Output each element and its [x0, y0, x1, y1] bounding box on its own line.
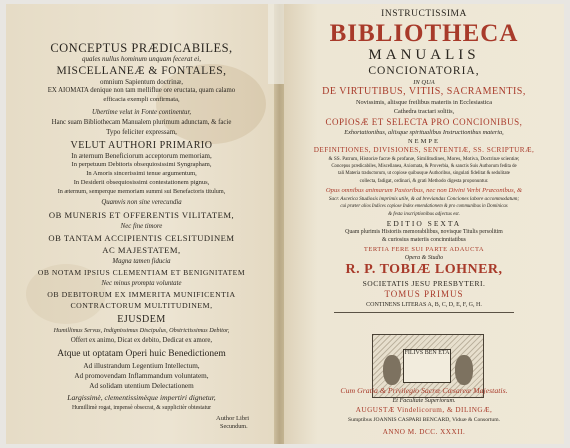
dedication-line: Ad illustrandum Legentium Intellectum, — [83, 362, 200, 370]
title-line: Sacr. Ascetica Studiosis imprimis utile, & ad breviandas Conciones labore accommodatum; — [328, 196, 520, 202]
title-line: NEMPE — [407, 138, 441, 145]
title-line: COPIOSÆ ET SELECTA PRO CONCIONIBUS, — [325, 117, 523, 127]
title-line: & SS. Patrum, Historiæ facræ & profanæ, Similitudines, Mores, Motiva, Doctrinæ scientiæ; — [328, 156, 520, 162]
title-line: cui præter alios Indices copiose Index emendationem & pro communibus in Dominicas — [340, 204, 508, 209]
title-line: Opus omnibus animarum Pastoribus, nec non Divini Verbi Præconibus, & — [325, 187, 523, 194]
title-line: TERTIA FERE SUI PARTE ADAUCTA — [363, 246, 485, 253]
dedication-line: In æternum, semperque memoriam summi sui Benefactoris titulum, — [57, 188, 226, 195]
title-page — [284, 4, 564, 444]
dedication-line: Nec fine timore — [120, 223, 163, 230]
dedication-line: Ad promovendam Inflammandum voluntatem, — [74, 372, 209, 380]
dedication-line: MISCELLANEÆ & FONTALES, — [56, 65, 227, 77]
dedication-line: In perpetuum Debitoris obsequiosissimi Syngrapham, — [71, 161, 212, 168]
dedication-line: Ad solidam utentium Delectationem — [89, 382, 194, 390]
dedication-line: AC MAJESTATEM, — [102, 245, 181, 255]
dedication-line: EJUSDEM — [117, 314, 166, 325]
title-line: MANUALIS — [368, 47, 480, 63]
title-line: & festa inscriptionibus adjectus est. — [388, 212, 460, 217]
dedication-line: Typo feliciter expressam, — [106, 128, 177, 136]
dedication-line: Humillimè rogat, impensè obsecrat, & supplicitèr obtestatur — [71, 405, 212, 411]
emblem-figure — [383, 355, 401, 385]
dedication-line: Ubertime velut in Fonte continentur, — [91, 109, 192, 116]
title-line: IN QUA — [413, 79, 435, 86]
title-line: Novissimis, aliisque freilibus materiis in Ecclesiastica — [355, 99, 493, 106]
title-line: tali Materia traductorum, ut copiose quibusque Authoribus, singulati fidelitat & sedulitate — [338, 171, 510, 176]
imprint-line: AUGUSTÆ Vindelicorum, & DILINGÆ, — [355, 406, 493, 414]
dedication-line: Offert ex animo, Dicat ex debito, Dedicat ex amore, — [70, 337, 213, 344]
title-line: Cathedra tractari solitis, — [393, 108, 455, 115]
dedication-line: In Amoris sincerissimi tenue argumentum, — [86, 170, 197, 177]
author-signature: Author Libri — [216, 415, 250, 422]
dedication-line: Atque ut optatam Operi huic Benedictionem — [57, 349, 226, 359]
imprint-date: ANNO M. DCC. XXXII. — [382, 428, 466, 436]
title-line: DEFINITIONES, DIVISIONES, SENTENTIÆ, SS. SCRIPTURÆ, — [313, 146, 535, 154]
title-line: INSTRUCTISSIMA — [381, 9, 467, 19]
dedication-page — [6, 4, 277, 444]
title-line: SOCIETATIS JESU PRESBYTERI. — [362, 279, 486, 288]
dedication-line: EX AIOMATA denique non tam melliflue ore eructata, quam calamo — [47, 87, 236, 94]
title-line: collecta, fadigat, ordinari, & grati Methodo digesta proponuntur. — [359, 179, 489, 184]
dedication-line: CONTRACTORUM MULTITUDINEM, — [70, 301, 213, 310]
imprint-line: Sumptibus JOANNIS CASPARI BENCARD, Viduæ & Consortum. — [348, 417, 500, 423]
main-title: BIBLIOTHECA — [329, 20, 519, 47]
volume-title: TOMUS PRIMUS — [384, 289, 464, 299]
dedication-line: Nec minus prompta voluntate — [101, 280, 182, 287]
imprint-line: Cum Gratia & Privilegio Sacræ Cæsareæ Majestatis. — [340, 386, 508, 395]
title-line: EDITIO SEXTA — [386, 219, 462, 228]
dedication-line: Humillimus Servus, Indignissimus Discipulus, Obstrictissimus Debitor, — [53, 327, 230, 334]
title-line: Opera & Studio — [404, 255, 444, 261]
dedication-line: Magna tamen fiducia — [112, 258, 171, 265]
emblem-book: FILIVS BEN ETA — [403, 349, 451, 383]
author-signature: Secundum. — [220, 423, 248, 430]
open-book — [6, 4, 564, 444]
dedication-line: OB MUNERIS ET OFFERENTIS VILITATEM, — [48, 210, 235, 220]
title-line: Exhortationibus, aliisque spiritualibus Instructionibus materia, — [344, 129, 504, 136]
dedication-line: Quamvis non sine verecundia — [101, 199, 182, 206]
author-name: R. P. TOBIÆ LOHNER, — [345, 262, 503, 277]
title-line: CONTINENS LITERAS A, B, C, D, E, F, G, H. — [366, 302, 482, 308]
title-line: CONCIONATORIA, — [368, 65, 480, 77]
emblem-figure — [455, 355, 473, 385]
dedication-line: OB TANTAM ACCIPIENTIS CELSITUDINEM — [48, 233, 235, 243]
dedication-line: quales nullus hominum unquam fecerat ei, — [82, 55, 201, 63]
imprint-line: Et Facultate Superiorum. — [392, 397, 456, 404]
dedication-line: Hanc suam Bibliothecam Manualem plurimum adunctam, & facie — [51, 119, 232, 126]
dedication-line: efficacia exempli confirmata, — [103, 96, 180, 103]
dedication-line: In Desiderii obsequiosissimi contestationem pignus, — [73, 179, 210, 186]
title-line: Quam plurimis Historiis memorabilibus, novisque Titulis persolitim — [345, 229, 503, 235]
dedication-line: CONCEPTUS PRÆDICABILES, — [50, 41, 233, 55]
dedication-line: Largissimè, clementissimèque impertiri dignetur, — [67, 393, 216, 402]
title-line: DE VIRTUTIBUS, VITIIS, SACRAMENTIS, — [322, 86, 526, 97]
dedication-line: omnium Sapientum doctrinæ, — [99, 78, 184, 86]
divider — [334, 312, 513, 313]
dedication-line: VELUT AUTHORI PRIMARIO — [70, 140, 213, 151]
title-line: & curiosius materiis concinnitatibus — [382, 237, 466, 243]
title-line: Concepus prædicabiles, Miscellanea, Axiomata, & Proverbia, & sanctis Suis Authorum fedita de — [331, 164, 517, 169]
dedication-line: OB DEBITORUM EX IMMERITA MUNIFICENTIA — [47, 290, 236, 299]
dedication-line: In æternum Beneficiorum acceptorum memoriam, — [71, 152, 212, 160]
dedication-line: OB NOTAM IPSIUS CLEMENTIAM ET BENIGNITATEM — [37, 268, 246, 277]
